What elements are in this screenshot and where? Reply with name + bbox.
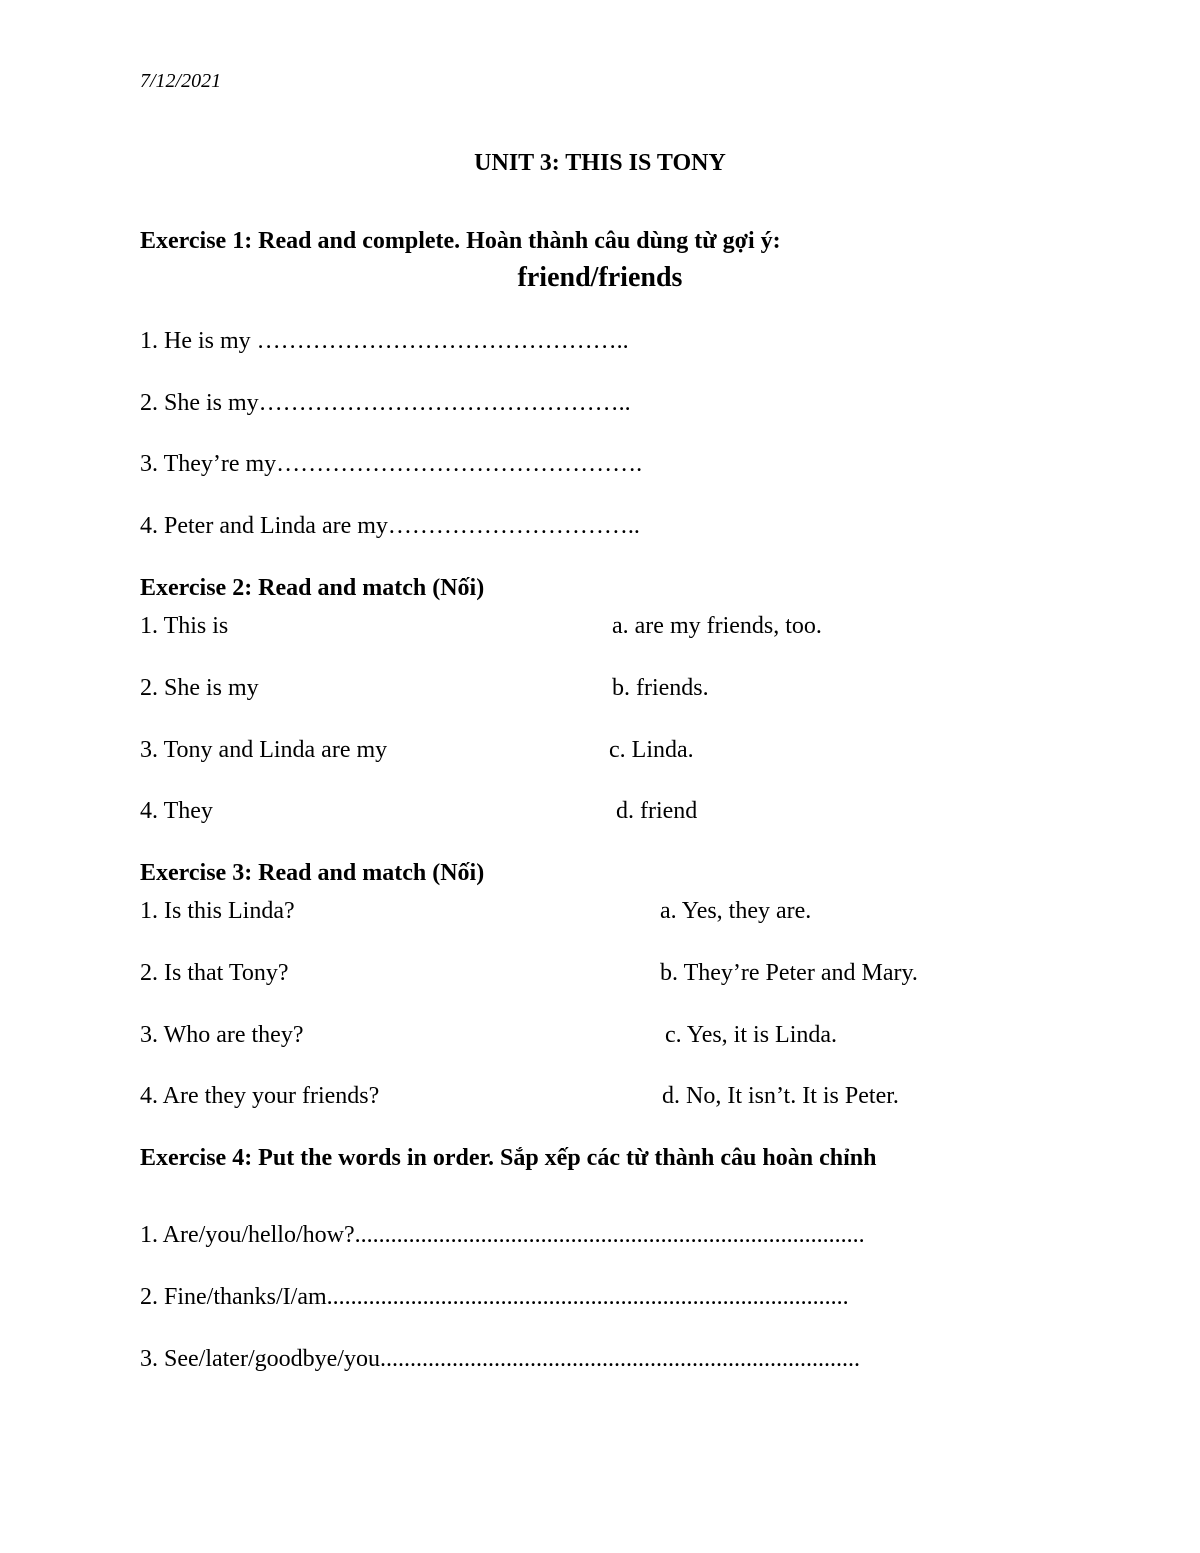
exercise-2-right-item: d. friend	[616, 798, 698, 824]
exercise-1-heading: Exercise 1: Read and complete. Hoàn thành câu dùng từ gợi ý:	[140, 228, 781, 254]
exercise-1-hint: friend/friends	[517, 262, 683, 293]
exercise-2-left-item: 4. They	[140, 798, 213, 824]
exercise-2-right-item: c. Linda.	[609, 737, 694, 763]
exercise-3-heading: Exercise 3: Read and match (Nối)	[140, 860, 485, 886]
exercise-4-item: 3. See/later/goodbye/you................................................................................	[140, 1346, 860, 1372]
exercise-3-right-item: d. No, It isn’t. It is Peter.	[662, 1083, 899, 1109]
exercise-2-heading: Exercise 2: Read and match (Nối)	[140, 575, 485, 601]
exercise-4-heading: Exercise 4: Put the words in order. Sắp xếp các từ thành câu hoàn chỉnh	[140, 1145, 877, 1171]
exercise-1-item: 4. Peter and Linda are my…………………………..	[140, 513, 640, 539]
exercise-4-item: 2. Fine/thanks/I/am.......................................................................................	[140, 1284, 849, 1310]
exercise-3-left-item: 1. Is this Linda?	[140, 898, 295, 924]
exercise-1-item: 1. He is my ………………………………………..	[140, 328, 629, 354]
exercise-3-left-item: 4. Are they your friends?	[140, 1083, 380, 1109]
exercise-3-left-item: 3. Who are they?	[140, 1022, 304, 1048]
exercise-3-left-item: 2. Is that Tony?	[140, 960, 289, 986]
exercise-2-left-item: 3. Tony and Linda are my	[140, 737, 388, 763]
exercise-2-left-item: 1. This is	[140, 613, 229, 639]
exercise-4-item: 1. Are/you/hello/how?.....................................................................................	[140, 1222, 865, 1248]
exercise-2-right-item: a. are my friends, too.	[612, 613, 822, 639]
page-title: UNIT 3: THIS IS TONY	[474, 150, 726, 176]
exercise-1-item: 3. They’re my……………………………………….	[140, 451, 643, 477]
exercise-3-right-item: a. Yes, they are.	[660, 898, 812, 924]
exercise-2-left-item: 2. She is my	[140, 675, 259, 701]
exercise-3-right-item: b. They’re Peter and Mary.	[660, 960, 918, 986]
exercise-2-right-item: b. friends.	[612, 675, 709, 701]
date-text: 7/12/2021	[140, 70, 222, 92]
exercise-1-item: 2. She is my………………………………………..	[140, 390, 631, 416]
exercise-3-right-item: c. Yes, it is Linda.	[665, 1022, 838, 1048]
